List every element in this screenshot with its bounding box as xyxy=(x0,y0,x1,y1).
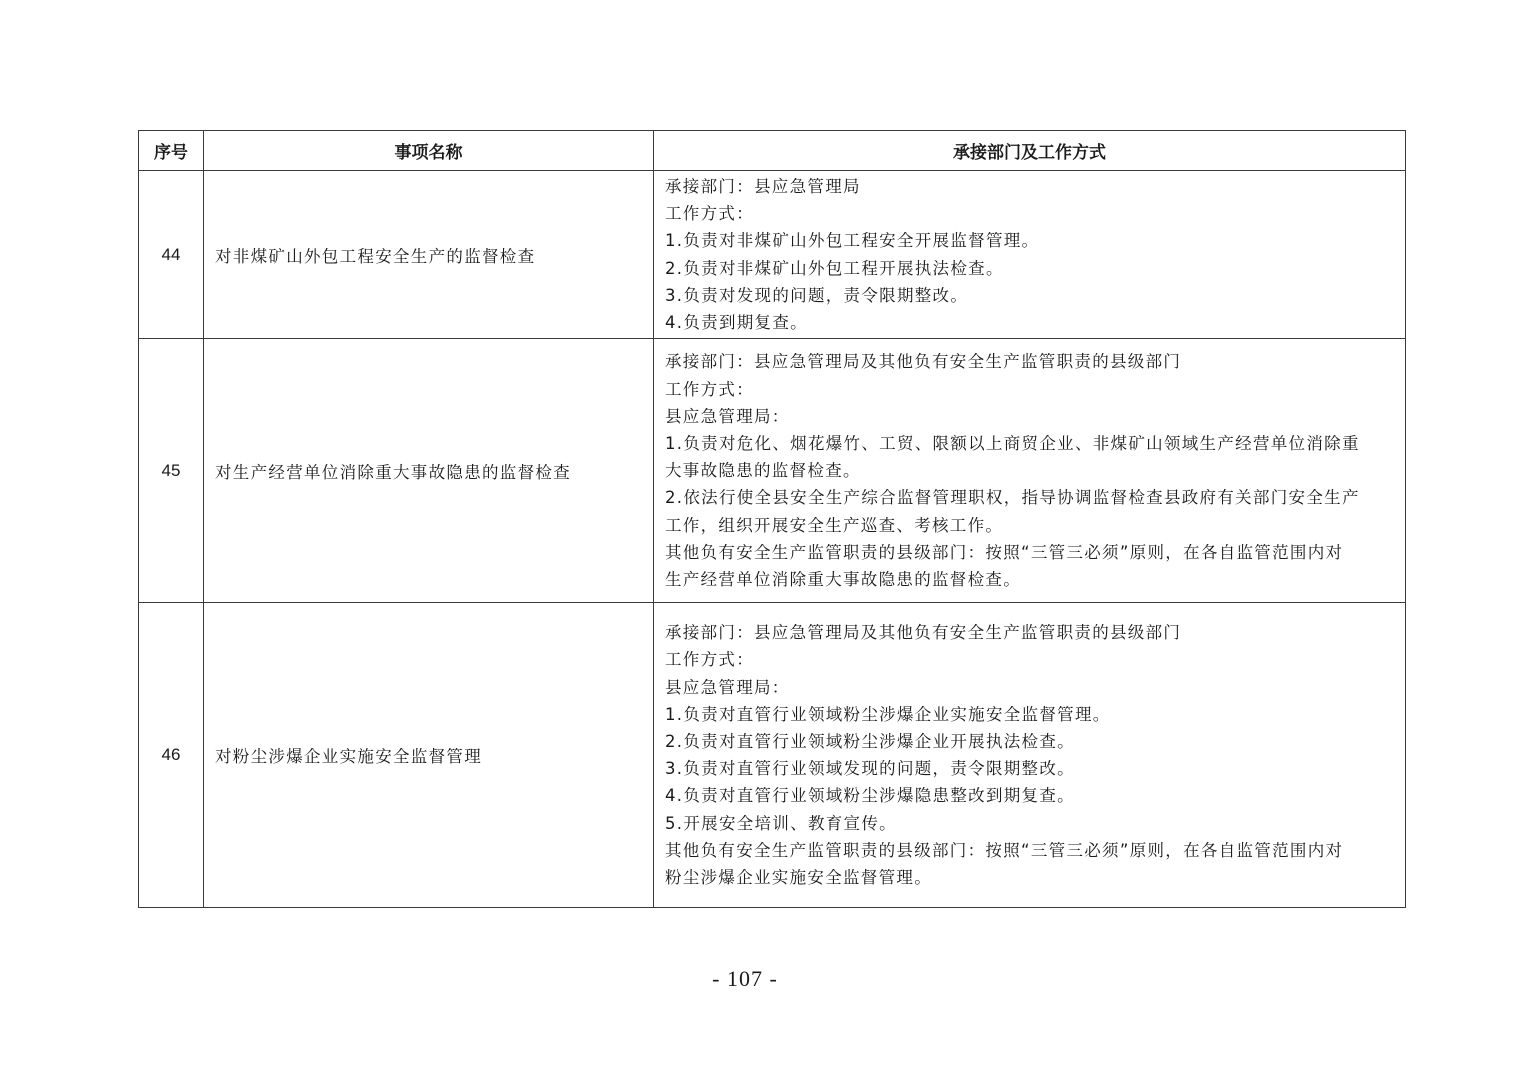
row-department-method xyxy=(654,603,1406,908)
table-header-row xyxy=(139,131,1406,171)
method-line: 承接部门：县应急管理局 xyxy=(665,177,861,196)
responsibility-table xyxy=(138,130,1406,908)
method-line: 工作方式： xyxy=(665,650,754,670)
header-department-method: 承接部门及工作方式 xyxy=(654,131,1406,171)
method-line: 粉尘涉爆企业实施安全监督管理。 xyxy=(665,868,932,888)
method-line: 2.负责对直管行业领域粉尘涉爆企业开展执法检查。 xyxy=(665,732,1075,752)
method-line: 其他负有安全生产监管职责的县级部门：按照“三管三必须”原则，在各自监管范围内对 xyxy=(665,542,1344,562)
method-line: 工作方式： xyxy=(665,379,754,399)
row-serial-number: 44 xyxy=(139,171,204,339)
method-line: 2.依法行使全县安全生产综合监督管理职权，指导协调监督检查县政府有关部门安全生产 xyxy=(665,488,1360,508)
header-item-name: 事项名称 xyxy=(204,131,654,171)
method-line: 2.负责对非煤矿山外包工程开展执法检查。 xyxy=(665,258,1004,278)
table-row xyxy=(139,603,1406,908)
method-line: 1.负责对直管行业领域粉尘涉爆企业实施安全监督管理。 xyxy=(665,704,1111,724)
method-line: 3.负责对直管行业领域发现的问题，责令限期整改。 xyxy=(665,759,1075,779)
method-line: 工作方式： xyxy=(665,204,754,224)
page-number: - 107 - xyxy=(712,966,778,991)
method-line: 工作，组织开展安全生产巡查、考核工作。 xyxy=(665,515,1004,535)
method-line: 1.负责对危化、烟花爆竹、工贸、限额以上商贸企业、非煤矿山领域生产经营单位消除重 xyxy=(665,433,1360,453)
method-line: 4.负责对直管行业领域粉尘涉爆隐患整改到期复查。 xyxy=(665,786,1075,806)
row-department-method xyxy=(654,339,1406,603)
method-line: 3.负责对发现的问题，责令限期整改。 xyxy=(665,285,969,305)
table-row xyxy=(139,171,1406,339)
row-serial-number: 45 xyxy=(139,339,204,603)
row-item-name: 对粉尘涉爆企业实施安全监督管理 xyxy=(204,603,654,908)
row-item-name: 对生产经营单位消除重大事故隐患的监督检查 xyxy=(204,339,654,603)
method-line: 承接部门：县应急管理局及其他负有安全生产监管职责的县级部门 xyxy=(665,623,1182,643)
method-line: 5.开展安全培训、教育宣传。 xyxy=(665,813,897,833)
method-line: 县应急管理局： xyxy=(665,677,790,697)
method-line: 4.负责到期复查。 xyxy=(665,313,808,333)
method-line: 1.负责对非煤矿山外包工程安全开展监督管理。 xyxy=(665,231,1040,251)
row-serial-number: 46 xyxy=(139,603,204,908)
row-department-method xyxy=(654,171,1406,339)
table-row xyxy=(139,339,1406,603)
method-line: 大事故隐患的监督检查。 xyxy=(665,461,861,481)
row-item-name: 对非煤矿山外包工程安全生产的监督检查 xyxy=(204,171,654,339)
header-serial-number: 序号 xyxy=(139,131,204,171)
method-line: 县应急管理局： xyxy=(665,406,790,426)
method-line: 生产经营单位消除重大事故隐患的监督检查。 xyxy=(665,569,1021,589)
method-line: 其他负有安全生产监管职责的县级部门：按照“三管三必须”原则，在各自监管范围内对 xyxy=(665,840,1344,860)
method-line: 承接部门：县应急管理局及其他负有安全生产监管职责的县级部门 xyxy=(665,352,1182,372)
